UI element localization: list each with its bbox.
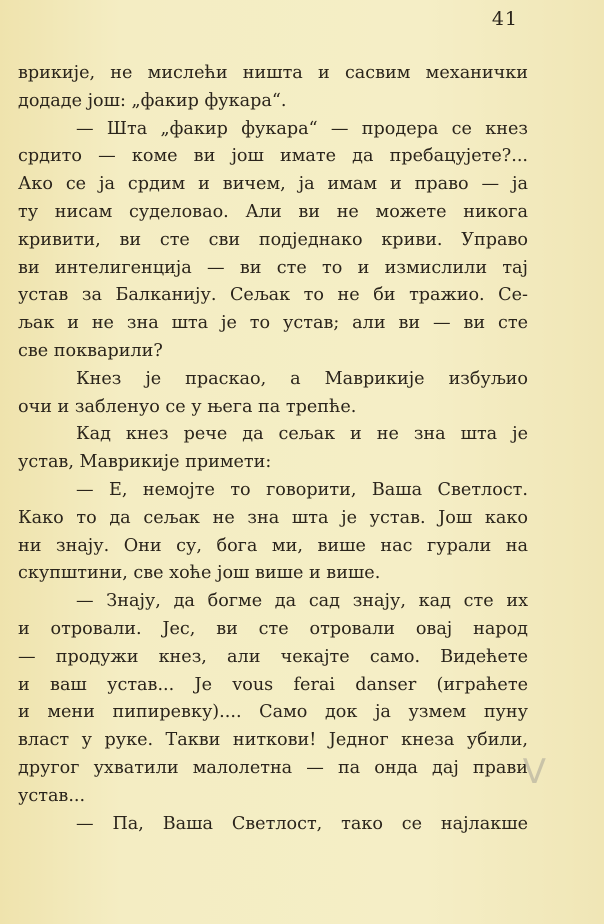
text-line: — Шта „факир фукара“ — продера се кнез [76,118,528,139]
text-line: Кад кнез рече да сељак и не зна шта је [76,424,528,445]
margin-pencil-mark: V [522,752,546,792]
text-line: устав за Балканију. Сељак то не би тражио. Се- [18,285,528,306]
text-line: Како то да сељак не зна шта је устав. Још како [18,507,528,528]
text-line: љак и не зна шта је то устав; али ви — ви сте [18,313,528,334]
text-line: власт у руке. Такви ниткови! Једног кнеза убили, [18,730,528,751]
text-line: додаде још: „факир фукара“. [18,90,287,111]
text-line: све покварили? [18,340,163,361]
body-text [18,60,528,838]
text-line: и отровали. Јес, ви сте отровали овај народ [18,618,528,639]
text-line: другог ухватили малолетна — па онда дај прави [18,757,528,778]
text-line: — Е, немојте то говорити, Ваша Светлост. [76,479,528,500]
text-line: устав... [18,785,86,806]
text-line: и мени пипиревку).... Само док ја узмем пуну [18,702,528,723]
text-line: кривити, ви сте сви подједнако криви. Управо [18,229,528,250]
text-line: ни знају. Они су, бога ми, више нас гурали на [18,535,528,556]
text-line: — Знају, да богме да сад знају, кад сте их [76,591,528,612]
text-line: скупштини, све хоће још више и више. [18,563,381,584]
text-line: и ваш устав... Je vous ferai danser (играћете [18,674,528,695]
text-line: устав, Маврикије примети: [18,452,272,473]
text-line: врикије, не мислећи ништа и сасвим механички [18,63,528,83]
text-line: — Па, Ваша Светлост, тако се најлакше [76,813,528,834]
text-line: Кнез је праскао, а Маврикије избуљио [76,368,528,389]
text-line: очи и забленуо се у њега па трепће. [18,396,357,417]
text-line: ви интелигенција — ви сте то и измислили тај [18,257,528,278]
text-line: Ако се ја срдим и вичем, ја имам и право — ја [18,174,528,195]
text-line: срдито — коме ви још имате да пребацујете?... [18,146,528,167]
page-number: 41 [491,8,518,30]
text-line: ту нисам суделовао. Али ви не можете никога [18,201,528,222]
text-line: — продужи кнез, али чекајте само. Видећете [18,646,528,667]
